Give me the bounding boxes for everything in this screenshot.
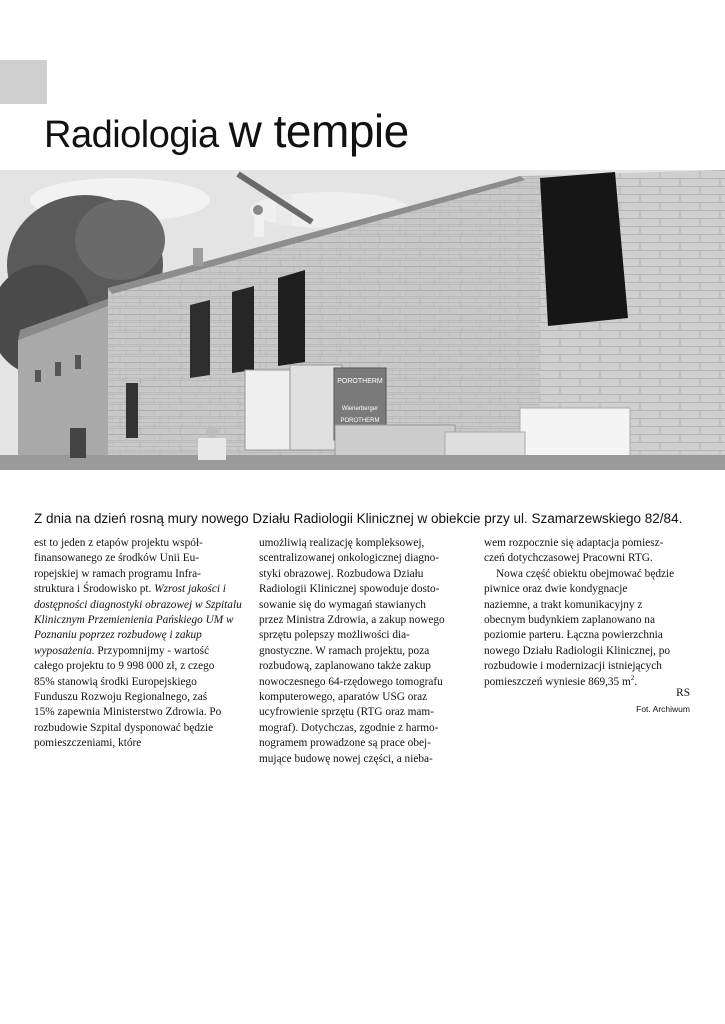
text-line: sowanie się do wymagań stawianych (259, 598, 426, 611)
text-line: ropejskiej w ramach programu Infra- (34, 567, 201, 580)
text-line: wem rozpocznie się adaptacja pomiesz- (484, 537, 664, 549)
text-line: komputerowego, aparatów USG oraz (259, 691, 428, 704)
pallet-label-2: Wienerberger (341, 406, 379, 412)
text-line: sprzętu polepszy możliwości dia- (259, 629, 410, 642)
pallet-label-3: POROTHERM (340, 418, 380, 424)
article-column-3 (484, 536, 694, 690)
text-line: obecnym budynkiem zaplanowano na (484, 614, 655, 627)
text-line: mujące budowę nowej części, a nieba- (259, 752, 433, 765)
text-line: mograf). Dotychczas, zgodnie z harmo- (259, 721, 439, 734)
text-line: 15% zapewnia Ministerstwo Zdrowia. Po (34, 706, 222, 719)
text-line: czeń dotychczasowej Pracowni RTG. (484, 552, 653, 565)
text-line: Klinicznym Przemienienia Pańskiego UM w (34, 614, 234, 627)
text-line: pomieszczeniami, które (34, 737, 142, 750)
text-line: Nowa część obiektu obejmować będzie (496, 567, 675, 580)
text-line: scentralizowanej onkologicznej diagno- (259, 552, 440, 565)
text-line: Poznaniu poprzez rozbudowę i zakup (34, 629, 202, 642)
text-line: poziomie parteru. Łączna powierzchnia (484, 629, 663, 642)
decorative-gray-square (0, 60, 47, 104)
text-line: naziemne, a trakt komunikacyjny z (484, 598, 643, 611)
photo-credit: Fot. Archiwum (636, 704, 690, 714)
text-line: ucyfrowienie sprzętu (RTG oraz mam- (259, 706, 434, 719)
text-line: nogramem prowadzone są prace obej- (259, 737, 431, 750)
text-line: rozbudową, zaplanowano także zakup (259, 660, 431, 673)
text-line: piwnice oraz dwie kondygnacje (484, 583, 628, 596)
text-line: 85% stanowią środki Europejskiego (34, 675, 197, 688)
text-line: Funduszu Rozwoju Regionalnego, zaś (34, 691, 208, 704)
text-line: przez Ministra Zdrowia, a zakup nowego (259, 614, 445, 627)
text-line: całego projektu to 9 998 000 zł, z czego (34, 660, 215, 673)
text-line: nowego Działu Radiologii Klinicznej, po (484, 644, 671, 657)
text-line: rozbudowie Szpital dysponować będzie (34, 721, 214, 734)
text-line: dostępności diagnostyki obrazowej w Szpitalu (34, 598, 242, 611)
text-line: finansowanego ze środków Unii Eu- (34, 552, 200, 565)
text-line: est to jeden z etapów projektu współ- (34, 537, 203, 549)
author-signature: RS (676, 687, 690, 699)
article-lead: Z dnia na dzień rosną mury nowego Działu Radiologii Klinicznej w obiekcie przy ul. Szamarzewskiego 82/84. (34, 511, 683, 526)
article-column-1 (34, 536, 242, 752)
construction-photo (0, 170, 725, 470)
text-line: Radiologii Klinicznej spowoduje dosto- (259, 583, 440, 596)
text-line: pomieszczeń wyniesie 869,35 $m^2$. (484, 673, 638, 688)
text-line: struktura i Środowisko pt. Wzrost jakości i (34, 583, 226, 596)
text-line: rozbudowie i modernizacji istniejących (484, 660, 662, 673)
article-column-2 (259, 536, 459, 767)
text-line: wyposażenia. Przypomnijmy - wartość (34, 644, 210, 657)
article-title: Radiologia w tempie (44, 105, 409, 157)
text-line: styki obrazowej. Rozbudowa Działu (259, 567, 424, 580)
pallet-label-1: POROTHERM (337, 378, 383, 385)
text-line: nowoczesnego 64-rzędowego tomografu (259, 675, 443, 688)
text-line: umożliwią realizację kompleksowej, (259, 537, 425, 549)
text-line: gnostyczne. W ramach projektu, poza (259, 644, 430, 657)
